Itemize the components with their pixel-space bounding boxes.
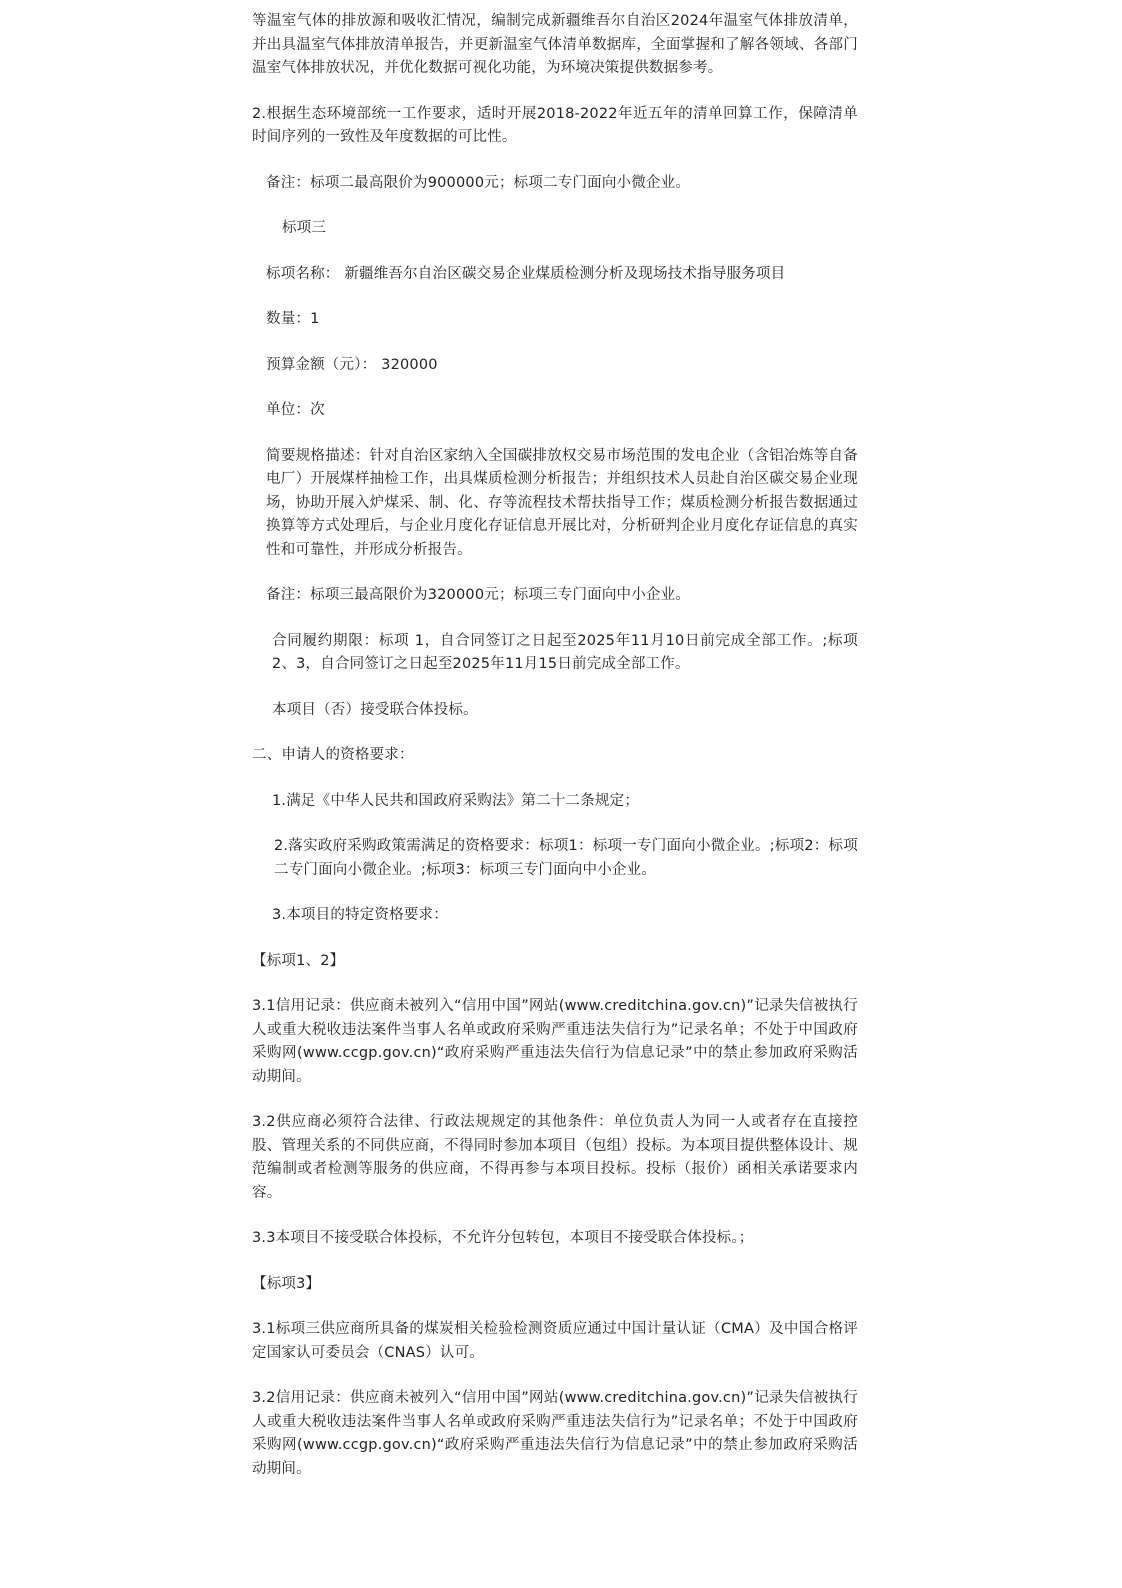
contract-period: 合同履约期限：标项 1，自合同签订之日起至2025年11月10日前完成全部工作。;标项 2、3，自合同签订之日起至2025年11月15日前完成全部工作。 <box>272 632 858 672</box>
lot3-note: 备注：标项三最高限价为320000元；标项三专门面向中小企业。 <box>266 587 691 603</box>
lot-1-2-other-conditions: 3.2供应商必须符合法律、行政法规规定的其他条件：单位负责人为同一人或者存在直接控股、管理关系的不同供应商，不得同时参加本项目（包组）投标。为本项目提供整体设计、规范编制或者检测等服务的供应商，不得再参与本项目投标。投标（报价）函相关承诺要求内容。 <box>252 1114 858 1201</box>
lot3-specification: 简要规格描述：针对自治区家纳入全国碳排放权交易市场范围的发电企业（含铝冶炼等自备电厂）开展煤样抽检工作，出具煤质检测分析报告；并组织技术人员赴自治区碳交易企业现场，协助开展入炉煤采、制、化、存等流程技术帮扶指导工作；煤质检测分析报告数据通过换算等方式处理后，与企业月度化存证信息开展比对，分析研判企业月度化存证信息的真实性和可靠性，并形成分析报告。 <box>266 447 858 558</box>
lot3-budget: 预算金额（元）： 320000 <box>266 356 438 373</box>
lot3-heading: 标项三 <box>282 220 327 236</box>
section-heading-qualifications: 二、申请人的资格要求： <box>252 747 414 763</box>
lot-1-2-heading: 【标项1、2】 <box>252 952 345 969</box>
lot-3-credit-record: 3.2信用记录：供应商未被列入“信用中国”网站(www.creditchina.gov.cn)”记录失信被执行人或重大税收违法案件当事人名单或政府采购严重违法失信行为”记录名单；不处于中国政府采购网(www.ccgp.gov.cn)“政府采购严重违法失信行为信息记录”中的禁止参加政府采购活动期间。 <box>252 1390 858 1477</box>
lot-1-2-no-consortium: 3.3本项目不接受联合体投标，不允许分包转包，本项目不接受联合体投标。； <box>252 1230 754 1246</box>
paragraph-lot2-note: 备注：标项二最高限价为900000元；标项二专门面向小微企业。 <box>266 174 691 191</box>
lot-3-heading: 【标项3】 <box>252 1275 321 1292</box>
paragraph-recalculation: 2.根据生态环境部统一工作要求，适时开展2018-2022年近五年的清单回算工作，保障清单时间序列的一致性及年度数据的可比性。 <box>252 105 858 145</box>
lot-1-2-credit-record: 3.1信用记录：供应商未被列入“信用中国”网站(www.creditchina.gov.cn)”记录失信被执行人或重大税收违法案件当事人名单或政府采购严重违法失信行为”记录名单；不处于中国政府采购网(www.ccgp.gov.cn)“政府采购严重违法失信行为信息记录”中的禁止参加政府采购活动期间。 <box>252 998 858 1085</box>
paragraph-emissions-inventory: 等温室气体的排放源和吸收汇情况，编制完成新疆维吾尔自治区2024年温室气体排放清单，并出具温室气体排放清单报告，并更新温室气体清单数据库，全面掌握和了解各领域、各部门温室气体排放状况，并优化数据可视化功能，为环境决策提供数据参考。 <box>252 13 858 76</box>
consortium-statement: 本项目（否）接受联合体投标。 <box>272 701 478 718</box>
qualification-1: 1.满足《中华人民共和国政府采购法》第二十二条规定； <box>272 792 640 809</box>
document-page <box>252 10 858 1503</box>
lot3-name: 标项名称： 新疆维吾尔自治区碳交易企业煤质检测分析及现场技术指导服务项目 <box>266 265 786 282</box>
lot3-unit: 单位：次 <box>266 402 325 418</box>
lot-3-certification: 3.1标项三供应商所具备的煤炭相关检验检测资质应通过中国计量认证（CMA）及中国合格评定国家认可委员会（CNAS）认可。 <box>252 1321 858 1361</box>
qualification-3: 3.本项目的特定资格要求： <box>272 907 448 923</box>
lot3-quantity: 数量：1 <box>266 311 320 327</box>
qualification-2: 2.落实政府采购政策需满足的资格要求：标项1：标项一专门面向小微企业。;标项2：标项二专门面向小微企业。;标项3：标项三专门面向中小企业。 <box>274 838 858 878</box>
